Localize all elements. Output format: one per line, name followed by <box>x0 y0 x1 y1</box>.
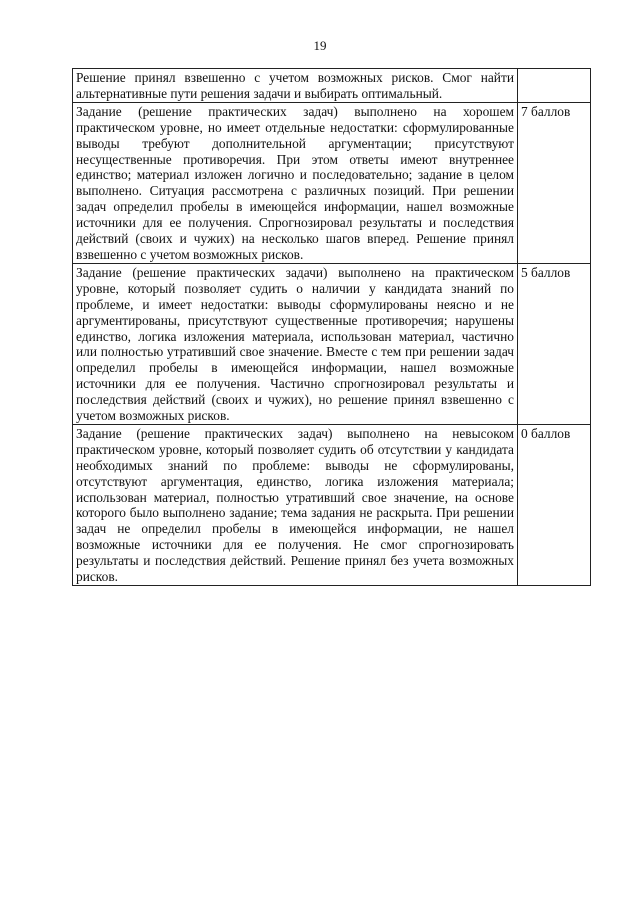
table-row <box>73 102 591 263</box>
score-cell <box>518 69 591 103</box>
table-row <box>73 69 591 103</box>
criteria-description-cell: Задание (решение практических задач) выполнено на невысоком практическом уровне, который позволяет судить об отсутствии у кандидата необходимых знаний по проблеме: выводы не сформулированы, отсутствуют аргументация, единство, логика изложения материала; использован материал, полностью утративший свое значение, на основе которого было выполнено задание; тема задания не раскрыта. При решении задач не определил пробелы в имеющейся информации, не нашел возможные источники для ее получения. Не смог спрогнозировать результаты и последствия действий. Решение принял без учета возможных рисков. <box>73 424 518 585</box>
table-row <box>73 424 591 585</box>
criteria-description-cell: Задание (решение практических задачи) выполнено на практическом уровне, который позволяет судить о наличии у кандидата знаний по проблеме, и имеет недостатки: выводы сформулированы неясно и не аргументированы, присутствуют существенные противоречия; нарушены единство, логика изложения материала, использован материал, частично или полностью утративший свое значение. Вместе с тем при решении задач определил пробелы в имеющейся информации, нашел возможные источники для ее получения. Частично спрогнозировал результаты и последствия действий (своих и чужих), но решение принял взвешенно с учетом возможных рисков. <box>73 263 518 424</box>
grading-criteria-table <box>72 68 591 586</box>
score-cell: 0 баллов <box>518 424 591 585</box>
score-cell: 7 баллов <box>518 102 591 263</box>
criteria-description-cell: Решение принял взвешенно с учетом возможных рисков. Смог найти альтернативные пути решения задачи и выбирать оптимальный. <box>73 69 518 103</box>
criteria-description-cell: Задание (решение практических задач) выполнено на хорошем практическом уровне, но имеет отдельные недостатки: сформулированные выводы требуют дополнительной аргументации; присутствуют несущественные противоречия. При этом ответы имеют внутреннее единство; материал изложен логично и последовательно; задание в целом выполнено. Ситуация рассмотрена с различных позиций. При решении задач определил пробелы в имеющейся информации, нашел возможные источники для ее получения. Спрогнозировал результаты и последствия действий (своих и чужих) на несколько шагов вперед. Решение принял взвешенно с учетом возможных рисков. <box>73 102 518 263</box>
score-cell: 5 баллов <box>518 263 591 424</box>
table-row <box>73 263 591 424</box>
page-number: 19 <box>313 38 327 53</box>
